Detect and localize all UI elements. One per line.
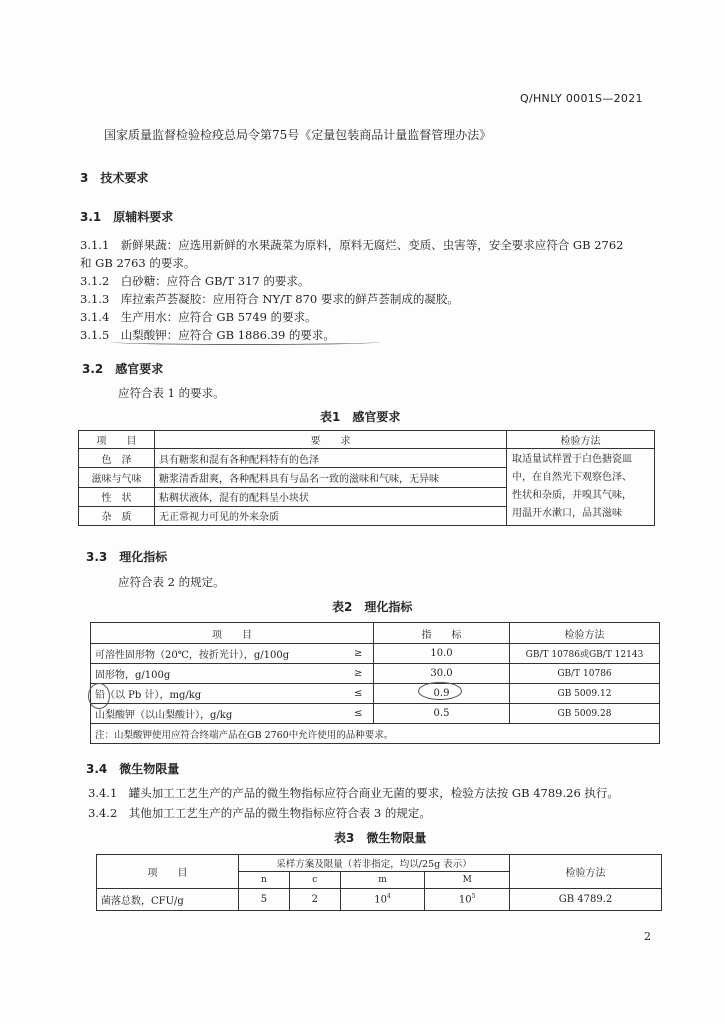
row-item: 可溶性固形物（20℃，按折光计），g/100g [91, 644, 344, 664]
clause-3-1-5: 3.1.5 山梨酸钾：应符合 GB 1886.39 的要求。 [80, 328, 335, 342]
row-requirement: 粘稠状液体，混有的配料呈小块状 [155, 487, 507, 506]
row-value: 0.9 [374, 684, 510, 704]
row-method: GB 5009.12 [510, 684, 660, 704]
section-3-3-intro: 应符合表 2 的规定。 [118, 575, 225, 589]
section-3-title: 3 技术要求 [80, 171, 149, 185]
table-note: 注：山梨酸钾使用应符合终端产品在GB 2760中允许使用的品种要求。 [91, 724, 660, 744]
header-item: 项 目 [97, 855, 239, 889]
row-item: 性 状 [79, 487, 155, 506]
row-value: 10.0 [374, 644, 510, 664]
row-requirement: 糖浆清香甜爽，各种配料具有与品名一致的滋味和气味，无异味 [155, 468, 507, 487]
row-n: 5 [239, 889, 290, 911]
header-m: m [340, 872, 425, 889]
row-item: 杂 质 [79, 506, 155, 525]
table-header-row [79, 431, 655, 449]
row-method: GB/T 10786或GB/T 12143 [510, 644, 660, 664]
table-note-row [91, 724, 660, 744]
table-1-title: 表1 感官要求 [320, 410, 401, 424]
row-M-base: 10 [458, 894, 472, 906]
table-row [97, 889, 662, 911]
method-line: 取适量试样置于白色搪瓷皿 [512, 454, 632, 465]
table-2-title: 表2 理化指标 [332, 600, 413, 614]
row-operator: ≤ [344, 684, 374, 704]
handwritten-underline [110, 339, 380, 345]
clause-3-4-1: 3.4.1 罐头加工工艺生产的产品的微生物指标应符合商业无菌的要求，检验方法按 GB 4789.26 执行。 [88, 786, 619, 800]
method-cell [507, 449, 655, 526]
clause-3-1-3: 3.1.3 库拉索芦荟凝胶：应用符合 NY/T 870 要求的鲜芦荟制成的凝胶。 [80, 292, 459, 306]
table-header-row [97, 855, 662, 872]
method-line: 性状和杂质，并嗅其气味， [512, 490, 632, 501]
row-value: 30.0 [374, 664, 510, 684]
handwritten-circle-value [418, 682, 462, 700]
row-operator: ≥ [344, 644, 374, 664]
method-line: 中，在自然光下观察色泽、 [512, 472, 632, 483]
header-method: 检验方法 [510, 623, 660, 644]
row-m-base: 10 [374, 894, 387, 906]
header-item: 项 目 [79, 431, 155, 449]
clause-3-1-2: 3.1.2 白砂糖：应符合 GB/T 317 的要求。 [80, 274, 310, 288]
method-line: 用温开水漱口，品其滋味 [512, 508, 622, 519]
row-m [340, 889, 425, 911]
clause-3-1-4: 3.1.4 生产用水：应符合 GB 5749 的要求。 [80, 310, 317, 324]
row-c: 2 [289, 889, 340, 911]
sensory-requirements-table [78, 430, 655, 526]
header-indicator: 指 标 [374, 623, 510, 644]
section-3-2-intro: 应符合表 1 的要求。 [118, 386, 225, 400]
handwritten-circle-item [88, 683, 110, 709]
row-method: GB 5009.28 [510, 704, 660, 724]
clause-3-4-2: 3.4.2 其他加工工艺生产的产品的微生物指标应符合表 3 的规定。 [88, 806, 431, 820]
row-item: 色 泽 [79, 449, 155, 468]
reference-regulation: 国家质量监督检验检疫总局令第75号《定量包装商品计量监督管理办法》 [104, 128, 492, 142]
header-sampling-plan: 采样方案及限量（若非指定，均以/25g 表示） [239, 855, 510, 872]
table-3-title: 表3 微生物限量 [334, 831, 427, 845]
row-method: GB 4789.2 [510, 889, 662, 911]
table-row [91, 644, 660, 664]
clause-3-1-1: 3.1.1 新鲜果蔬：应选用新鲜的水果蔬菜为原料，原料无腐烂、变质、虫害等，安全要求应符合 GB 2762 [80, 238, 624, 252]
row-m-exponent: 4 [387, 893, 391, 901]
row-item: 山梨酸钾（以山梨酸计），g/kg [91, 704, 344, 724]
document-id: Q/HNLY 0001S—2021 [520, 92, 643, 105]
table-row [91, 684, 660, 704]
header-requirement: 要 求 [155, 431, 507, 449]
section-3-1-title: 3.1 原辅料要求 [80, 210, 174, 224]
header-method: 检验方法 [507, 431, 655, 449]
table-row [91, 704, 660, 724]
microbial-limits-table [96, 854, 662, 911]
row-M-exponent: 5 [471, 893, 476, 901]
row-value: 0.5 [374, 704, 510, 724]
row-requirement: 具有糖浆和混有各种配料特有的色泽 [155, 449, 507, 468]
physicochemical-table [90, 622, 660, 744]
header-c: c [289, 872, 340, 889]
row-item: 固形物，g/100g [91, 664, 344, 684]
row-operator: ≥ [344, 664, 374, 684]
clause-3-1-1-cont: 和 GB 2763 的要求。 [80, 256, 196, 270]
section-3-2-title: 3.2 感官要求 [82, 362, 164, 376]
header-M: M [425, 872, 510, 889]
row-item: 滋味与气味 [79, 468, 155, 487]
row-item: 铅（以 Pb 计），mg/kg [91, 684, 344, 704]
row-requirement: 无正常视力可见的外来杂质 [155, 506, 507, 525]
header-item: 项 目 [91, 623, 374, 644]
header-n: n [239, 872, 290, 889]
row-operator: ≤ [344, 704, 374, 724]
row-M [425, 889, 510, 911]
table-row [91, 664, 660, 684]
table-header-row [91, 623, 660, 644]
row-method: GB/T 10786 [510, 664, 660, 684]
table-row [79, 449, 655, 468]
header-method: 检验方法 [510, 855, 662, 889]
page-number: 2 [644, 930, 651, 943]
section-3-4-title: 3.4 微生物限量 [86, 762, 180, 776]
section-3-3-title: 3.3 理化指标 [86, 550, 168, 564]
row-item: 菌落总数，CFU/g [97, 889, 239, 911]
